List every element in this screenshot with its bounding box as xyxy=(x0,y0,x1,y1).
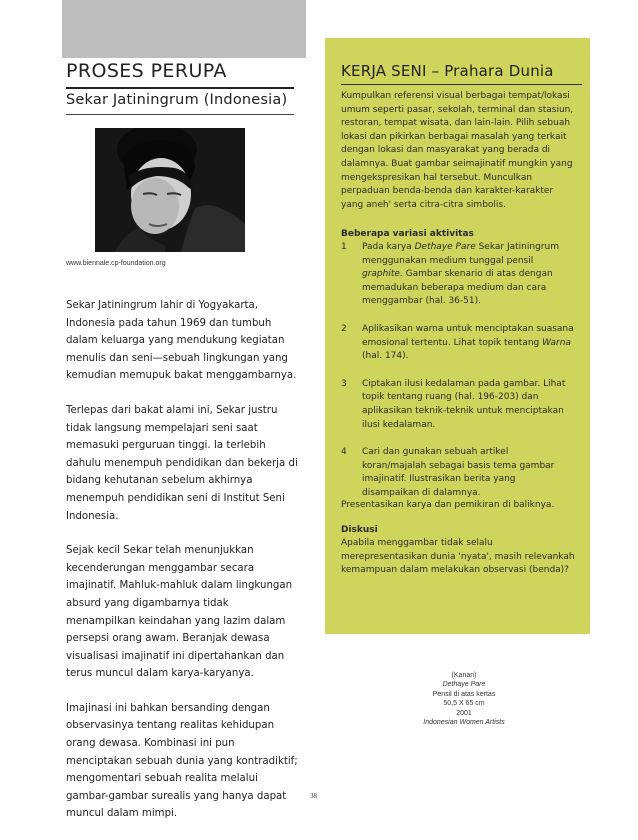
presentation-instruction: Presentasikan karya dan pemikiran di baliknya. xyxy=(341,500,555,510)
activity-number: 4 xyxy=(341,447,347,458)
caption-title: Dethaye Pare xyxy=(442,681,486,689)
artwork-title: Dethaye Pare xyxy=(414,242,476,252)
artist-name: Sekar Jatiningrum (Indonesia) xyxy=(66,92,288,108)
artist-biography xyxy=(66,297,298,840)
bio-paragraph: Terlepas dari bakat alami ini, Sekar justru tidak langsung mempelajari seni saat memasuki perguruan tinggi. Ia terlebih dahulu menempuh pendidikan dan bekerja di bidang kehutanan sebelum akhirnya menempuh pendidikan seni di Institut Seni Indonesia. xyxy=(66,404,298,522)
header-gray-band xyxy=(62,0,306,58)
activity-number: 3 xyxy=(341,378,347,389)
discussion-heading: Diskusi xyxy=(341,525,378,535)
caption-size: 50,5 X 65 cm xyxy=(443,700,485,708)
activity-text: Pada karya xyxy=(362,242,415,252)
panel-intro: Kumpulkan referensi visual berbagai tempat/lokasi umum seperti pasar, sekolah, terminal dan stasiun, restoran, tempat wisata, dan lain-lain. Pilih sebuah lokasi dan pikirkan berbagai masalah yang terkait dengan lokasi dan masyarakat yang berada di dalamnya. Buat gambar seimajinatif mungkin yang mengekspresikan hal tersebut. Munculkan perpaduan benda-benda dan karakter-karakter yang aneh' serta citra-citra simbolis. xyxy=(341,91,574,210)
caption-collection: Indonesian Women Artists xyxy=(423,719,505,727)
list-item xyxy=(341,323,575,364)
list-item xyxy=(341,446,575,500)
photo-credit: www.biennale.cp-foundation.org xyxy=(66,260,166,267)
activity-number: 1 xyxy=(341,242,347,252)
artist-portrait-image xyxy=(95,128,245,252)
artist-photo xyxy=(95,128,245,252)
activities-heading: Beberapa variasi aktivitas xyxy=(341,229,474,239)
medium-term: graphite xyxy=(362,269,400,280)
list-item xyxy=(341,378,575,432)
activity-text: Sekar Jatiningrum menggunakan medium tunggal pensil xyxy=(362,242,559,266)
activity-text: (hal. 174). xyxy=(362,351,409,362)
page-number: 38 xyxy=(310,792,317,800)
artwork-caption xyxy=(396,671,532,727)
caption-medium: Pensil di atas kertas xyxy=(432,690,496,698)
caption-year: 2001 xyxy=(456,709,472,717)
list-item xyxy=(341,241,575,309)
title-divider xyxy=(66,87,294,89)
bio-paragraph: Imajinasi ini bahkan bersanding dengan observasinya tentang realitas kehidupan orang dewasa. Kombinasi ini pun menciptakan sebuah dunia yang kontradiktif; mengomentari sebuah realita melalui gambar-gambar surealis yang hanya dapat muncul dalam mimpi. xyxy=(66,702,298,820)
panel-title-divider xyxy=(341,84,582,85)
activity-text: Ciptakan ilusi kedalaman pada gambar. Lihat topik tentang ruang (hal. 196-203) dan aplikasikan teknik-teknik untuk menciptakan ilusi kedalaman. xyxy=(362,378,566,430)
activity-text: . Gambar skenario di atas dengan memadukan beberapa medium dan cara menggambar (hal. 36-51). xyxy=(362,269,553,307)
section-title: PROSES PERUPA xyxy=(66,60,227,82)
activity-text: Aplikasikan warna untuk menciptakan suasana emosional tertentu. Lihat topik tentang xyxy=(362,323,574,348)
topic-term: Warna xyxy=(542,337,571,348)
panel-title: KERJA SENI – Prahara Dunia xyxy=(341,62,554,80)
activities-list xyxy=(341,241,575,515)
activity-number: 2 xyxy=(341,323,347,334)
subtitle-divider xyxy=(66,114,294,115)
activity-text: Cari dan gunakan sebuah artikel koran/majalah sebagai basis tema gambar imajinatif. Ilustrasikan berita yang disampaikan di dalamnya. xyxy=(362,447,555,498)
bio-paragraph: Sejak kecil Sekar telah menunjukkan kecenderungan menggambar secara imajinatif. Mahluk-mahluk dalam lingkungan absurd yang digambarnya tidak menampilkan keindahan yang lazim dalam persepsi orang awam. Beranjak dewasa visualisasi imajinatif ini dipertahankan dan terus muncul dalam karya-karyanya. xyxy=(66,545,293,680)
caption-position: (Kanan) xyxy=(451,672,477,679)
bio-paragraph: Sekar Jatiningrum lahir di Yogyakarta, Indonesia pada tahun 1969 dan tumbuh dalam keluarga yang mendukung kegiatan menulis dan seni—sebuah lingkungan yang kemudian memupuk bakat menggambarnya. xyxy=(66,300,297,382)
discussion-text: Apabila menggambar tidak selalu merepresentasikan dunia 'nyata', masih relevankah kemampuan dalam melakukan observasi (benda)? xyxy=(341,538,575,576)
